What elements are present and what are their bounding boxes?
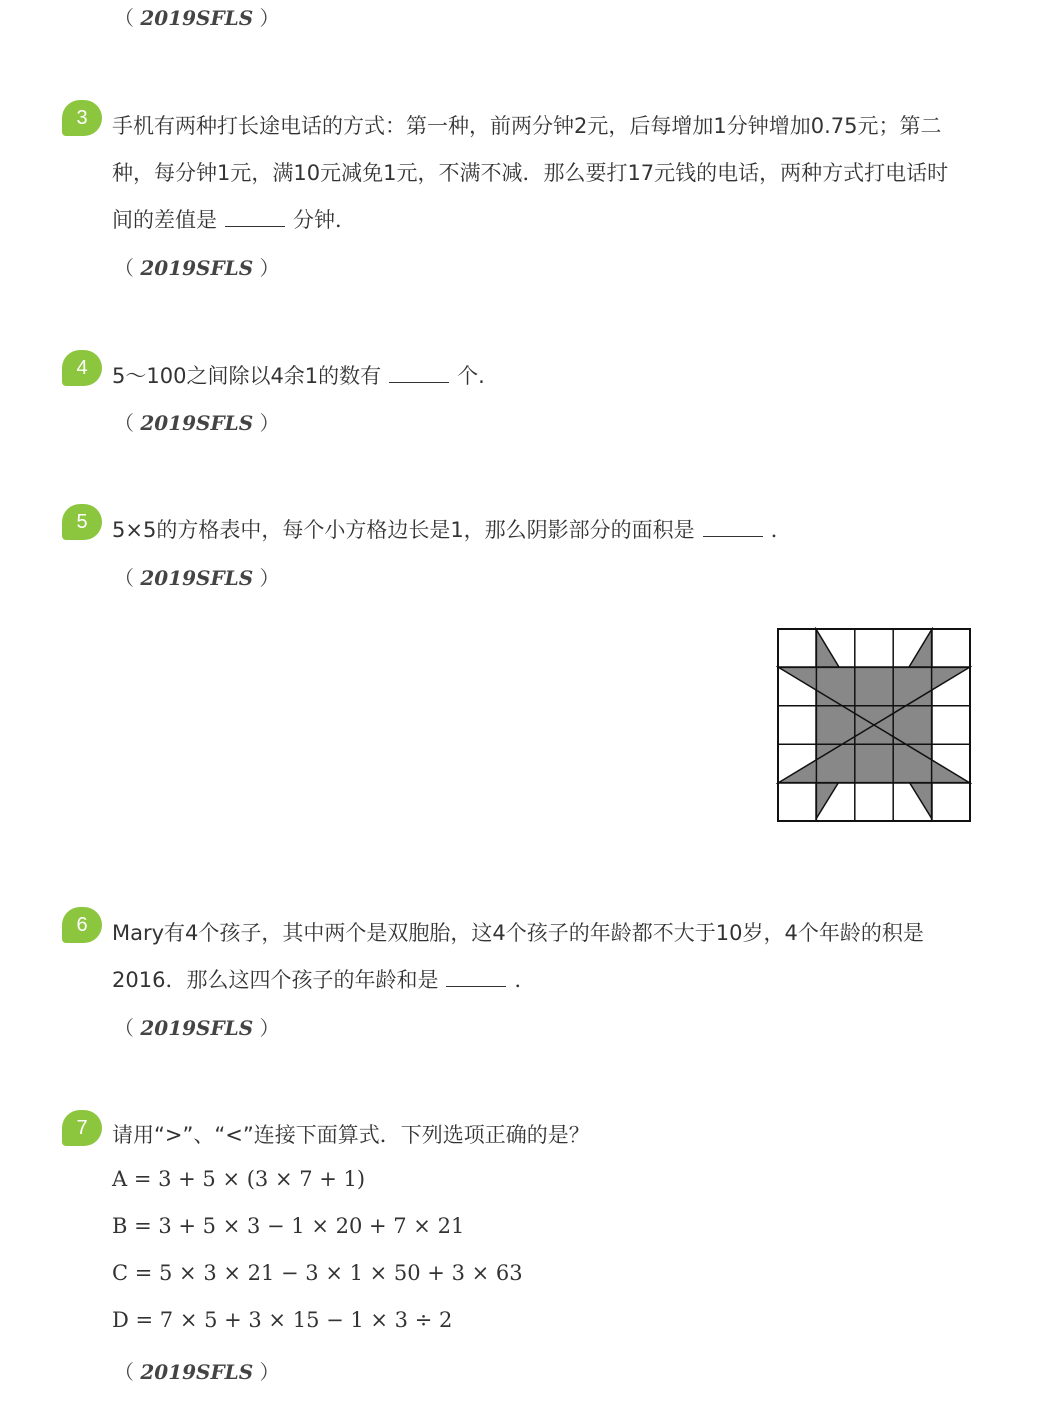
source-label-q7: （ 2019SFLS ）: [114, 1360, 280, 1384]
source-tag: 2019SFLS: [140, 1016, 254, 1040]
answer-blank[interactable]: [446, 968, 506, 987]
q3-text-line2: 种，每分钟1元，满10元减免1元，不满不减．那么要打17元钱的电话，两种方式打电话时: [112, 161, 949, 185]
q7-expression-b: B = 3 + 5 × 3 − 1 × 20 + 7 × 21: [112, 1214, 465, 1238]
q7-text: 请用“>”、“<”连接下面算式．下列选项正确的是？: [112, 1123, 590, 1147]
q3-text-pre: 间的差值是: [112, 208, 217, 232]
q5-text: [112, 514, 792, 544]
source-tag: 2019SFLS: [140, 256, 254, 280]
source-tag: 2019SFLS: [140, 411, 254, 435]
q5-text-post: ．: [770, 518, 792, 542]
q6-text-line2: [112, 964, 535, 994]
source-label-top: （ 2019SFLS ）: [114, 6, 280, 30]
source-tag: 2019SFLS: [140, 566, 254, 590]
shaded-triangle: [874, 629, 932, 819]
question-number-badge: 4: [62, 350, 102, 386]
q3-text-post: 分钟．: [293, 208, 356, 232]
q3-text-line3: [112, 204, 356, 234]
q3-text-line1: 手机有两种打长途电话的方式：第一种，前两分钟2元，后每增加1分钟增加0.75元；第二: [112, 114, 942, 138]
shaded-triangle: [816, 629, 874, 819]
source-label-q3: （ 2019SFLS ）: [114, 256, 280, 280]
source-tag: 2019SFLS: [140, 6, 254, 30]
q6-text-pre: 2016．那么这四个孩子的年龄和是: [112, 968, 439, 992]
q5-text-pre: 5×5的方格表中，每个小方格边长是1，那么阴影部分的面积是: [112, 518, 695, 542]
q6-text-line1: Mary有4个孩子，其中两个是双胞胎，这4个孩子的年龄都不大于10岁，4个年龄的积是: [112, 921, 924, 945]
question-number-badge: 7: [62, 1110, 102, 1146]
q6-text-post: ．: [514, 968, 536, 992]
q7-expression-d: D = 7 × 5 + 3 × 15 − 1 × 3 ÷ 2: [112, 1308, 453, 1332]
question-number-badge: 3: [62, 100, 102, 136]
shaded-triangle: [778, 667, 970, 725]
shaded-grid-figure: [776, 627, 972, 823]
q4-text-post: 个.: [457, 364, 485, 388]
shaded-triangles: [778, 629, 970, 819]
source-label-q6: （ 2019SFLS ）: [114, 1016, 280, 1040]
question-number-badge: 6: [62, 907, 102, 943]
q4-text: [112, 360, 485, 390]
answer-blank[interactable]: [389, 364, 449, 383]
question-number-badge: 5: [62, 504, 102, 540]
q7-expression-a: A = 3 + 5 × (3 × 7 + 1): [112, 1167, 366, 1191]
source-label-q4: （ 2019SFLS ）: [114, 411, 280, 435]
q7-expression-c: C = 5 × 3 × 21 − 3 × 1 × 50 + 3 × 63: [112, 1261, 523, 1285]
shaded-triangle: [778, 725, 970, 783]
answer-blank[interactable]: [225, 208, 285, 227]
q4-text-pre: 5～100之间除以4余1的数有: [112, 364, 382, 388]
answer-blank[interactable]: [703, 518, 763, 537]
source-label-q5: （ 2019SFLS ）: [114, 566, 280, 590]
source-tag: 2019SFLS: [140, 1360, 254, 1384]
